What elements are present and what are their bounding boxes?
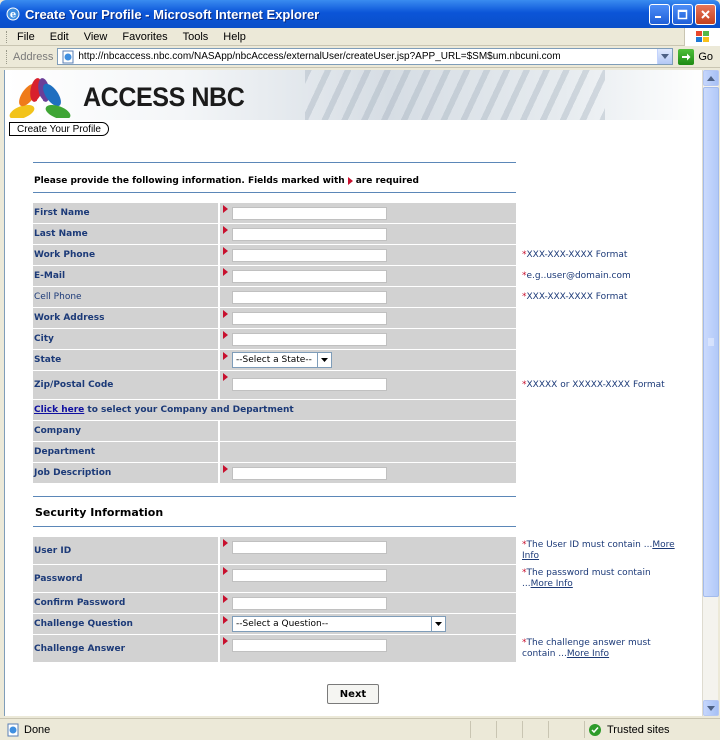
divider xyxy=(33,526,516,527)
form-row-last-name xyxy=(33,224,676,244)
form-row-company xyxy=(33,421,676,441)
status-segment xyxy=(496,721,497,738)
company-value xyxy=(220,421,516,441)
cell-phone-format-note: *XXX-XXX-XXXX Format xyxy=(522,291,628,302)
intro-text-before: Please provide the following information. Fields marked with xyxy=(34,176,345,186)
banner-artwork xyxy=(305,70,605,120)
required-marker-icon xyxy=(223,331,228,339)
user-id-input[interactable] xyxy=(232,541,387,554)
confirm-password-input[interactable] xyxy=(232,597,387,610)
chevron-down-icon xyxy=(707,706,715,711)
form-row-cell-phone xyxy=(33,287,676,307)
required-marker-icon xyxy=(223,539,228,547)
work-phone-input[interactable] xyxy=(232,249,387,262)
vertical-scrollbar[interactable] xyxy=(702,70,718,716)
required-marker-icon xyxy=(223,567,228,575)
select-company-link[interactable]: Click here xyxy=(34,405,85,415)
form-row-zip xyxy=(33,371,676,399)
zone-text: Trusted sites xyxy=(607,723,670,736)
required-marker-icon xyxy=(223,352,228,360)
address-dropdown-button[interactable] xyxy=(657,49,672,64)
chevron-down-icon xyxy=(317,353,331,367)
work-phone-label: Work Phone xyxy=(33,245,220,265)
challenge-answer-label: Challenge Answer xyxy=(33,635,220,662)
job-description-label: Job Description xyxy=(33,463,220,483)
svg-text:e: e xyxy=(9,9,17,21)
trusted-check-icon xyxy=(589,724,601,736)
department-value xyxy=(220,442,516,462)
form-row-state xyxy=(33,350,676,370)
scroll-down-button[interactable] xyxy=(703,700,719,716)
page-viewport xyxy=(4,70,702,716)
close-button[interactable] xyxy=(695,4,716,25)
email-input[interactable] xyxy=(232,270,387,283)
chevron-down-icon xyxy=(661,54,669,59)
profile-form xyxy=(33,202,676,484)
minimize-icon xyxy=(654,9,665,20)
go-label: Go xyxy=(698,50,714,63)
challenge-question-value: --Select a Question-- xyxy=(236,619,329,629)
required-marker-icon xyxy=(223,616,228,624)
form-row-email xyxy=(33,266,676,286)
form-row-user-id xyxy=(33,537,676,564)
work-phone-format-note: *XXX-XXX-XXXX Format xyxy=(522,249,628,260)
grip-icon xyxy=(707,338,715,346)
email-example-note: *e.g..user@domain.com xyxy=(522,270,631,281)
title-bar xyxy=(0,0,720,28)
menu-favorites[interactable]: Favorites xyxy=(122,30,168,43)
nbc-peacock-logo xyxy=(9,72,71,118)
internet-explorer-icon xyxy=(5,6,21,22)
form-row-confirm-password xyxy=(33,593,676,613)
required-marker-icon xyxy=(223,310,228,318)
site-banner xyxy=(5,70,702,120)
status-segment xyxy=(470,721,471,738)
form-row-password xyxy=(33,565,676,592)
form-row-first-name xyxy=(33,203,676,223)
confirm-password-label: Confirm Password xyxy=(33,593,220,613)
password-more-info-link[interactable]: More Info xyxy=(530,578,573,589)
menu-bar xyxy=(0,28,720,46)
windows-logo-icon xyxy=(684,28,720,46)
last-name-input[interactable] xyxy=(232,228,387,241)
required-marker-icon xyxy=(223,205,228,213)
intro-text-after: are required xyxy=(355,176,419,186)
go-button[interactable] xyxy=(678,49,713,65)
state-select-value: --Select a State-- xyxy=(236,355,312,365)
zip-input[interactable] xyxy=(232,378,387,391)
intro-text xyxy=(34,176,419,186)
state-select[interactable] xyxy=(232,352,332,368)
form-row-city xyxy=(33,329,676,349)
challenge-answer-input[interactable] xyxy=(232,639,387,652)
required-marker-icon xyxy=(223,637,228,645)
next-button[interactable]: Next xyxy=(327,684,379,704)
address-bar xyxy=(0,46,720,68)
chevron-up-icon xyxy=(707,76,715,81)
password-note: *The password must contain ...More Info xyxy=(522,567,651,589)
form-row-work-address xyxy=(33,308,676,328)
state-label: State xyxy=(33,350,220,370)
first-name-label: First Name xyxy=(33,203,220,223)
email-label: E-Mail xyxy=(33,266,220,286)
zip-format-note: *XXXXX or XXXXX-XXXX Format xyxy=(522,379,665,390)
job-description-input[interactable] xyxy=(232,467,387,480)
maximize-icon xyxy=(677,9,688,20)
maximize-button[interactable] xyxy=(672,4,693,25)
status-bar xyxy=(0,718,720,740)
window-title: Create Your Profile - Microsoft Internet Explorer xyxy=(25,6,320,22)
status-text: Done xyxy=(24,723,51,736)
status-segment xyxy=(548,721,549,738)
password-label: Password xyxy=(33,565,220,592)
address-url[interactable]: http://nbcaccess.nbc.com/NASApp/nbcAccess/externalUser/createUser.jsp?APP_URL=$SM$um.nbcuni.com xyxy=(78,51,561,62)
required-marker-icon xyxy=(223,595,228,603)
menu-edit[interactable]: Edit xyxy=(49,30,69,43)
page-done-icon xyxy=(6,723,20,737)
department-label: Department xyxy=(33,442,220,462)
page-icon xyxy=(61,50,75,64)
select-company-text: to select your Company and Department xyxy=(84,405,294,415)
required-marker-icon xyxy=(348,177,353,185)
divider xyxy=(33,192,516,193)
work-address-label: Work Address xyxy=(33,308,220,328)
form-row-company-link xyxy=(33,400,676,420)
cell-phone-label: Cell Phone xyxy=(33,287,220,307)
toolbar-grip[interactable] xyxy=(6,50,9,64)
security-zone[interactable] xyxy=(584,721,670,738)
form-row-department xyxy=(33,442,676,462)
form-row-work-phone xyxy=(33,245,676,265)
form-row-job-description xyxy=(33,463,676,483)
scroll-thumb[interactable] xyxy=(703,87,719,597)
go-arrow-icon xyxy=(678,49,694,65)
required-marker-icon xyxy=(223,465,228,473)
cell-phone-input[interactable] xyxy=(232,291,387,304)
chevron-down-icon xyxy=(431,617,445,631)
create-profile-tab[interactable]: Create Your Profile xyxy=(9,122,109,136)
user-id-label: User ID xyxy=(33,537,220,564)
work-address-input[interactable] xyxy=(232,312,387,325)
brand-title: ACCESS NBC xyxy=(83,82,245,112)
address-label: Address xyxy=(13,50,54,63)
first-name-input[interactable] xyxy=(232,207,387,220)
security-form xyxy=(33,536,676,663)
password-input[interactable] xyxy=(232,569,387,582)
required-marker-icon xyxy=(223,226,228,234)
address-field[interactable] xyxy=(57,48,673,65)
user-id-note: *The User ID must contain ...More Info xyxy=(522,539,675,561)
required-marker-icon xyxy=(223,268,228,276)
form-row-challenge-question xyxy=(33,614,676,634)
city-label: City xyxy=(33,329,220,349)
user-id-more-info-link[interactable]: More Info xyxy=(522,539,675,561)
menu-help[interactable]: Help xyxy=(223,30,246,43)
close-icon xyxy=(700,9,711,20)
required-marker-icon xyxy=(223,247,228,255)
challenge-question-label: Challenge Question xyxy=(33,614,220,634)
answer-more-info-link[interactable]: More Info xyxy=(566,648,610,659)
divider xyxy=(33,496,516,497)
status-segment xyxy=(522,721,523,738)
menu-tools[interactable]: Tools xyxy=(182,30,209,43)
company-label: Company xyxy=(33,421,220,441)
challenge-answer-note: *The challenge answer must contain ...More Info xyxy=(522,637,651,659)
menu-view[interactable]: View xyxy=(83,30,108,43)
divider xyxy=(33,162,516,163)
form-row-challenge-answer xyxy=(33,635,676,662)
scroll-up-button[interactable] xyxy=(703,70,719,86)
security-section-title: Security Information xyxy=(35,506,164,519)
challenge-question-select[interactable] xyxy=(232,616,446,632)
city-input[interactable] xyxy=(232,333,387,346)
minimize-button[interactable] xyxy=(649,4,670,25)
toolbar-grip[interactable] xyxy=(6,31,9,43)
required-marker-icon xyxy=(223,373,228,381)
last-name-label: Last Name xyxy=(33,224,220,244)
zip-label: Zip/Postal Code xyxy=(33,371,220,399)
menu-file[interactable]: File xyxy=(17,30,35,43)
